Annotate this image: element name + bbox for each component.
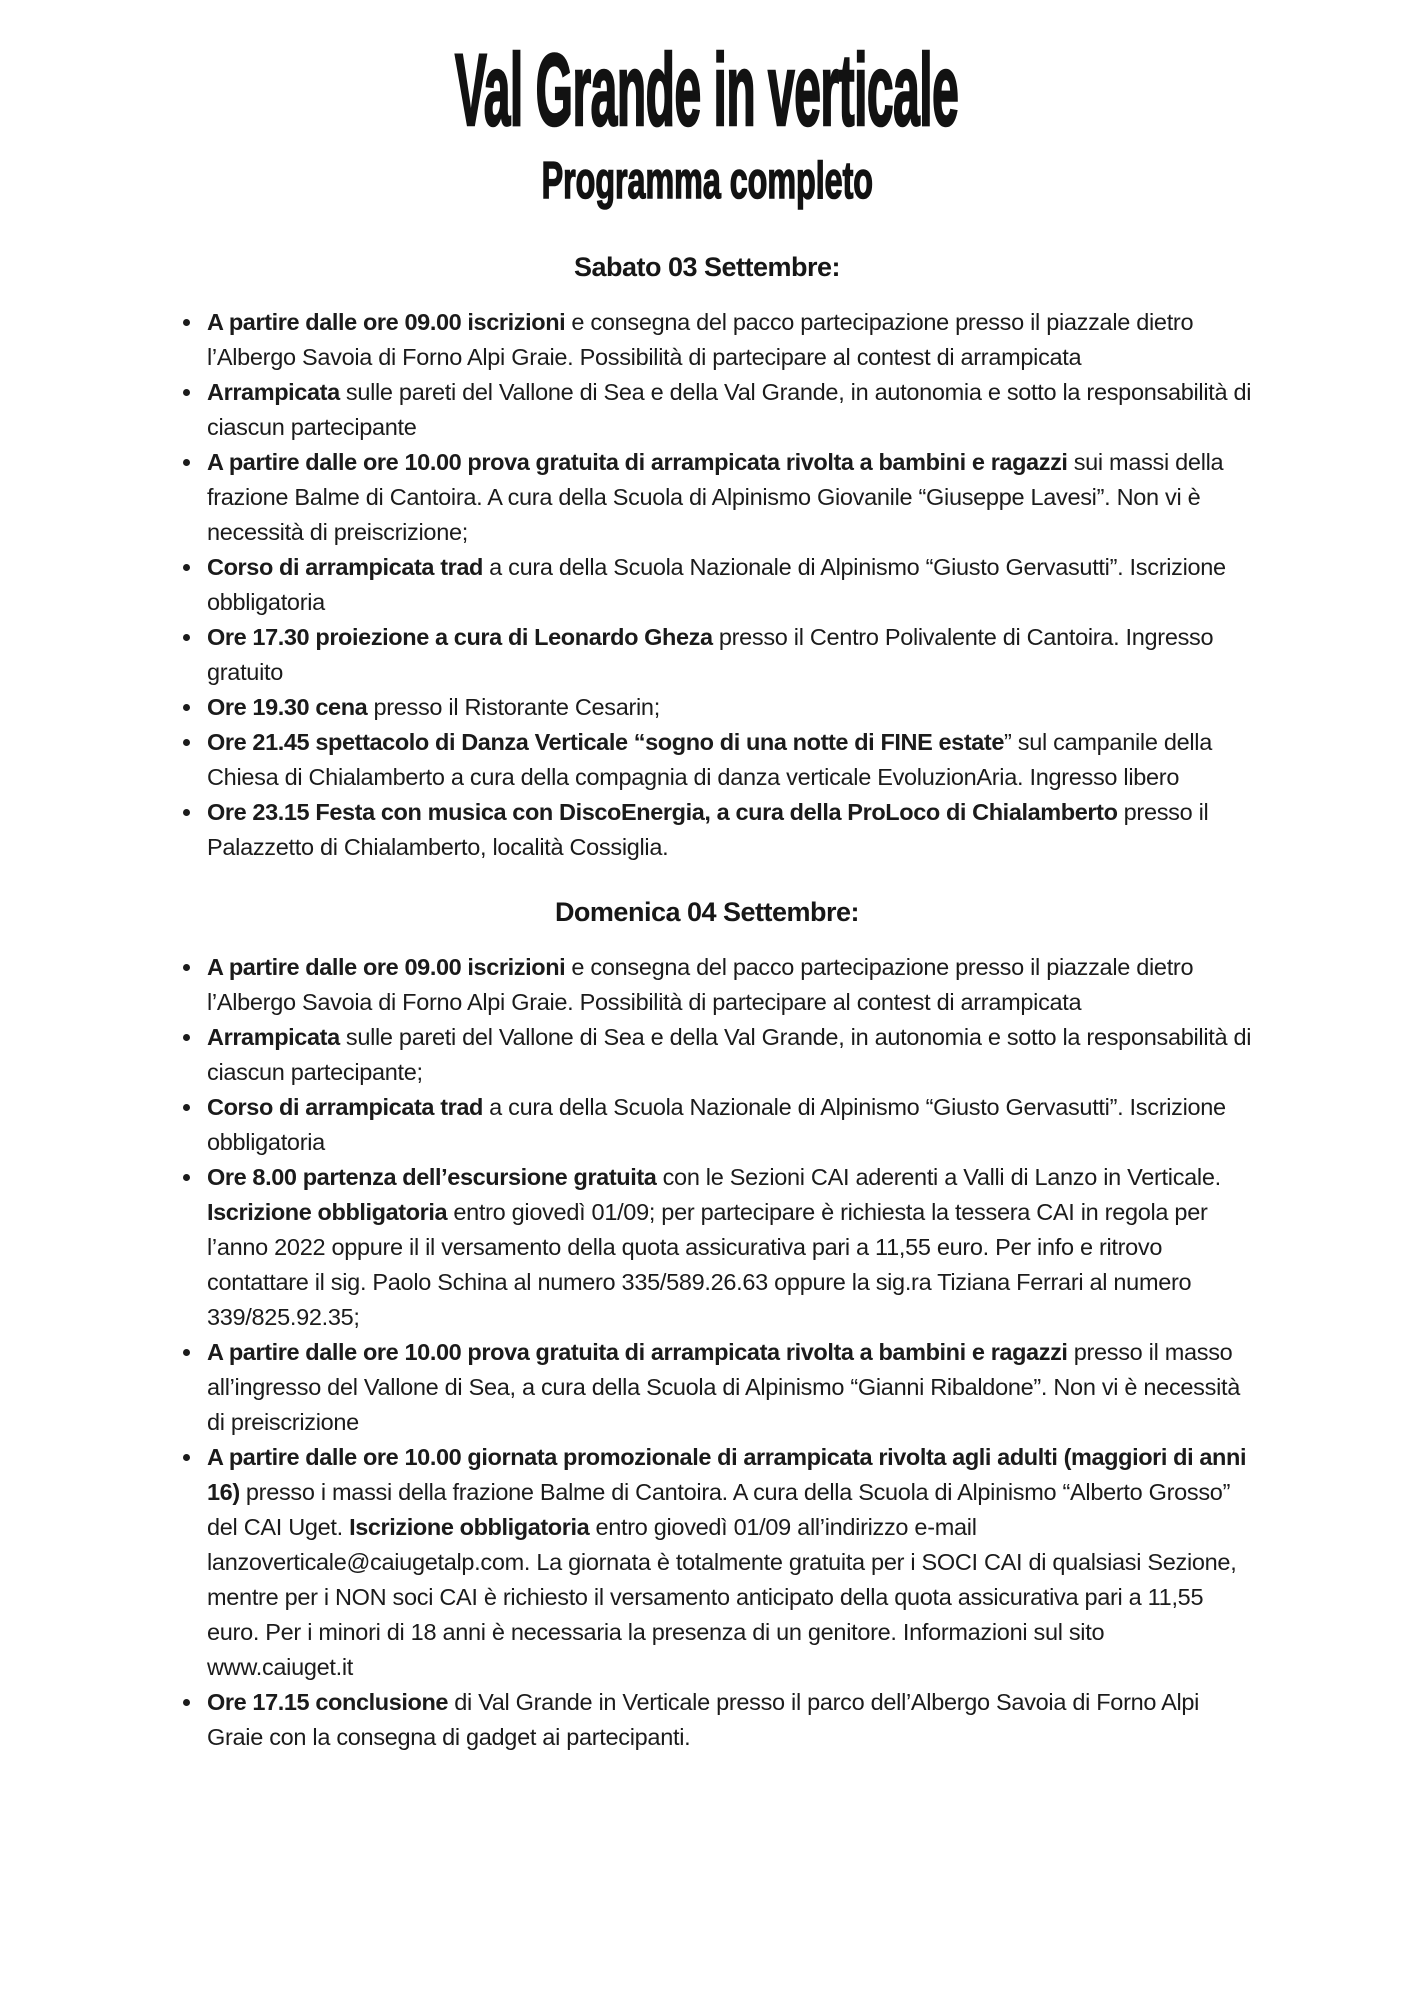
program-item-text: entro giovedì 01/09 all’indirizzo e-mail lanzoverticale@caiugetalp.com. La giornata è totalmente gratuita per i SOCI CAI di qualsiasi Sezione, mentre per i NON soci CAI è richiesto il versamento anticipato della quota assicurativa pari a 11,55 euro. Per i minori di 18 anni è necessaria la presenza di un genitore. Informazioni sul sito www.caiuget.it xyxy=(207,1514,1237,1680)
program-item-text-bold: Ore 8.00 partenza dell’escursione gratuita xyxy=(207,1164,663,1190)
program-item-text: e consegna del pacco partecipazione presso il piazzale dietro l’Albergo Savoia di Forno Alpi Graie. Possibilità di partecipare al contest di arrampicata xyxy=(207,954,1194,1015)
program-item-text: e consegna del pacco partecipazione presso il piazzale dietro l’Albergo Savoia di Forno Alpi Graie. Possibilità di partecipare al contest di arrampicata xyxy=(207,309,1194,370)
section-sabato xyxy=(0,254,1414,865)
program-item-text: presso il Centro Polivalente di Cantoira. Ingresso gratuito xyxy=(207,624,1214,685)
document-subtitle-text: Programma completo xyxy=(541,152,873,210)
program-item xyxy=(180,1685,1252,1755)
program-item-text-bold: Ore 17.15 conclusione xyxy=(207,1689,455,1715)
program-item xyxy=(180,1160,1252,1335)
program-item-text: presso il Ristorante Cesarin; xyxy=(373,694,660,720)
program-item xyxy=(180,445,1252,550)
program-item-text-bold: Ore 17.30 proiezione a cura di Leonardo Gheza xyxy=(207,624,719,650)
program-list xyxy=(180,950,1252,1755)
program-item-text: ” sul campanile della Chiesa di Chialamberto a cura della compagnia di danza verticale EvoluzionAria. Ingresso libero xyxy=(207,729,1212,790)
section-heading: Domenica 04 Settembre: xyxy=(554,897,860,927)
program-item-text-bold: A partire dalle ore 10.00 giornata promozionale di arrampicata rivolta agli adulti (maggiori di anni 16) xyxy=(207,1444,1247,1505)
program-item-text-bold: Ore 21.45 spettacolo di Danza Verticale “sogno di una notte di FINE estate xyxy=(207,729,1005,755)
program-item-text: entro giovedì 01/09; per partecipare è richiesta la tessera CAI in regola per l’anno 2022 oppure il il versamento della quota assicurativa pari a 11,55 euro. Per info e ritrovo contattare il sig. Paolo Schina al numero 335/589.26.63 oppure la sig.ra Tiziana Ferrari al numero 339/825.92.35; xyxy=(207,1199,1208,1330)
section-domenica xyxy=(0,899,1414,1755)
program-item-text-bold: Ore 19.30 cena xyxy=(207,694,374,720)
sections-container xyxy=(0,254,1414,1755)
program-item-text-bold: Corso di arrampicata trad xyxy=(207,554,490,580)
document-subtitle xyxy=(0,154,1414,208)
document-title xyxy=(0,33,1414,147)
program-item-text-bold: A partire dalle ore 10.00 prova gratuita di arrampicata rivolta a bambini e ragazzi xyxy=(207,449,1074,475)
program-item-text: sulle pareti del Vallone di Sea e della Val Grande, in autonomia e sotto la responsabilità di ciascun partecipante; xyxy=(207,1024,1252,1085)
program-item-text-bold: Arrampicata xyxy=(207,379,346,405)
program-item-text: a cura della Scuola Nazionale di Alpinismo “Giusto Gervasutti”. Iscrizione obbligatoria xyxy=(207,554,1226,615)
program-item-text-bold: A partire dalle ore 09.00 iscrizioni xyxy=(207,954,572,980)
program-item xyxy=(180,620,1252,690)
program-item-text: presso i massi della frazione Balme di Cantoira. A cura della Scuola di Alpinismo “Alberto Grosso” del CAI Uget. xyxy=(207,1479,1231,1540)
program-item-text-bold: Iscrizione obbligatoria xyxy=(207,1199,454,1225)
program-item xyxy=(180,725,1252,795)
program-item xyxy=(180,1335,1252,1440)
program-item-text-bold: A partire dalle ore 09.00 iscrizioni xyxy=(207,309,572,335)
program-item-text-bold: Corso di arrampicata trad xyxy=(207,1094,490,1120)
program-item xyxy=(180,1020,1252,1090)
program-item xyxy=(180,1440,1252,1685)
program-item xyxy=(180,305,1252,375)
program-item-text-bold: Ore 23.15 Festa con musica con DiscoEnergia, a cura della ProLoco di Chialamberto xyxy=(207,799,1124,825)
program-item-text: a cura della Scuola Nazionale di Alpinismo “Giusto Gervasutti”. Iscrizione obbligatoria xyxy=(207,1094,1226,1155)
program-item-text-bold: A partire dalle ore 10.00 prova gratuita di arrampicata rivolta a bambini e ragazzi xyxy=(207,1339,1074,1365)
program-item-text-bold: Iscrizione obbligatoria xyxy=(349,1514,596,1540)
program-item-text: sui massi della frazione Balme di Cantoira. A cura della Scuola di Alpinismo Giovanile “Giuseppe Lavesi”. Non vi è necessità di preiscrizione; xyxy=(207,449,1224,545)
document-title-text: Val Grande in verticale xyxy=(455,33,959,147)
program-item-text: di Val Grande in Verticale presso il parco dell’Albergo Savoia di Forno Alpi Graie con la consegna di gadget ai partecipanti. xyxy=(207,1689,1200,1750)
program-item xyxy=(180,950,1252,1020)
program-item xyxy=(180,550,1252,620)
program-item-text: sulle pareti del Vallone di Sea e della Val Grande, in autonomia e sotto la responsabilità di ciascun partecipante xyxy=(207,379,1252,440)
program-item-text: presso il masso all’ingresso del Vallone di Sea, a cura della Scuola di Alpinismo “Gianni Ribaldone”. Non vi è necessità di preiscrizione xyxy=(207,1339,1240,1435)
section-heading: Sabato 03 Settembre: xyxy=(573,252,841,282)
program-item xyxy=(180,1090,1252,1160)
program-list xyxy=(180,305,1252,865)
program-item-text: presso il Palazzetto di Chialamberto, località Cossiglia. xyxy=(207,799,1209,860)
program-item-text-bold: Arrampicata xyxy=(207,1024,346,1050)
program-item xyxy=(180,375,1252,445)
program-item xyxy=(180,690,1252,725)
program-item xyxy=(180,795,1252,865)
program-item-text: con le Sezioni CAI aderenti a Valli di Lanzo in Verticale. xyxy=(662,1164,1221,1190)
